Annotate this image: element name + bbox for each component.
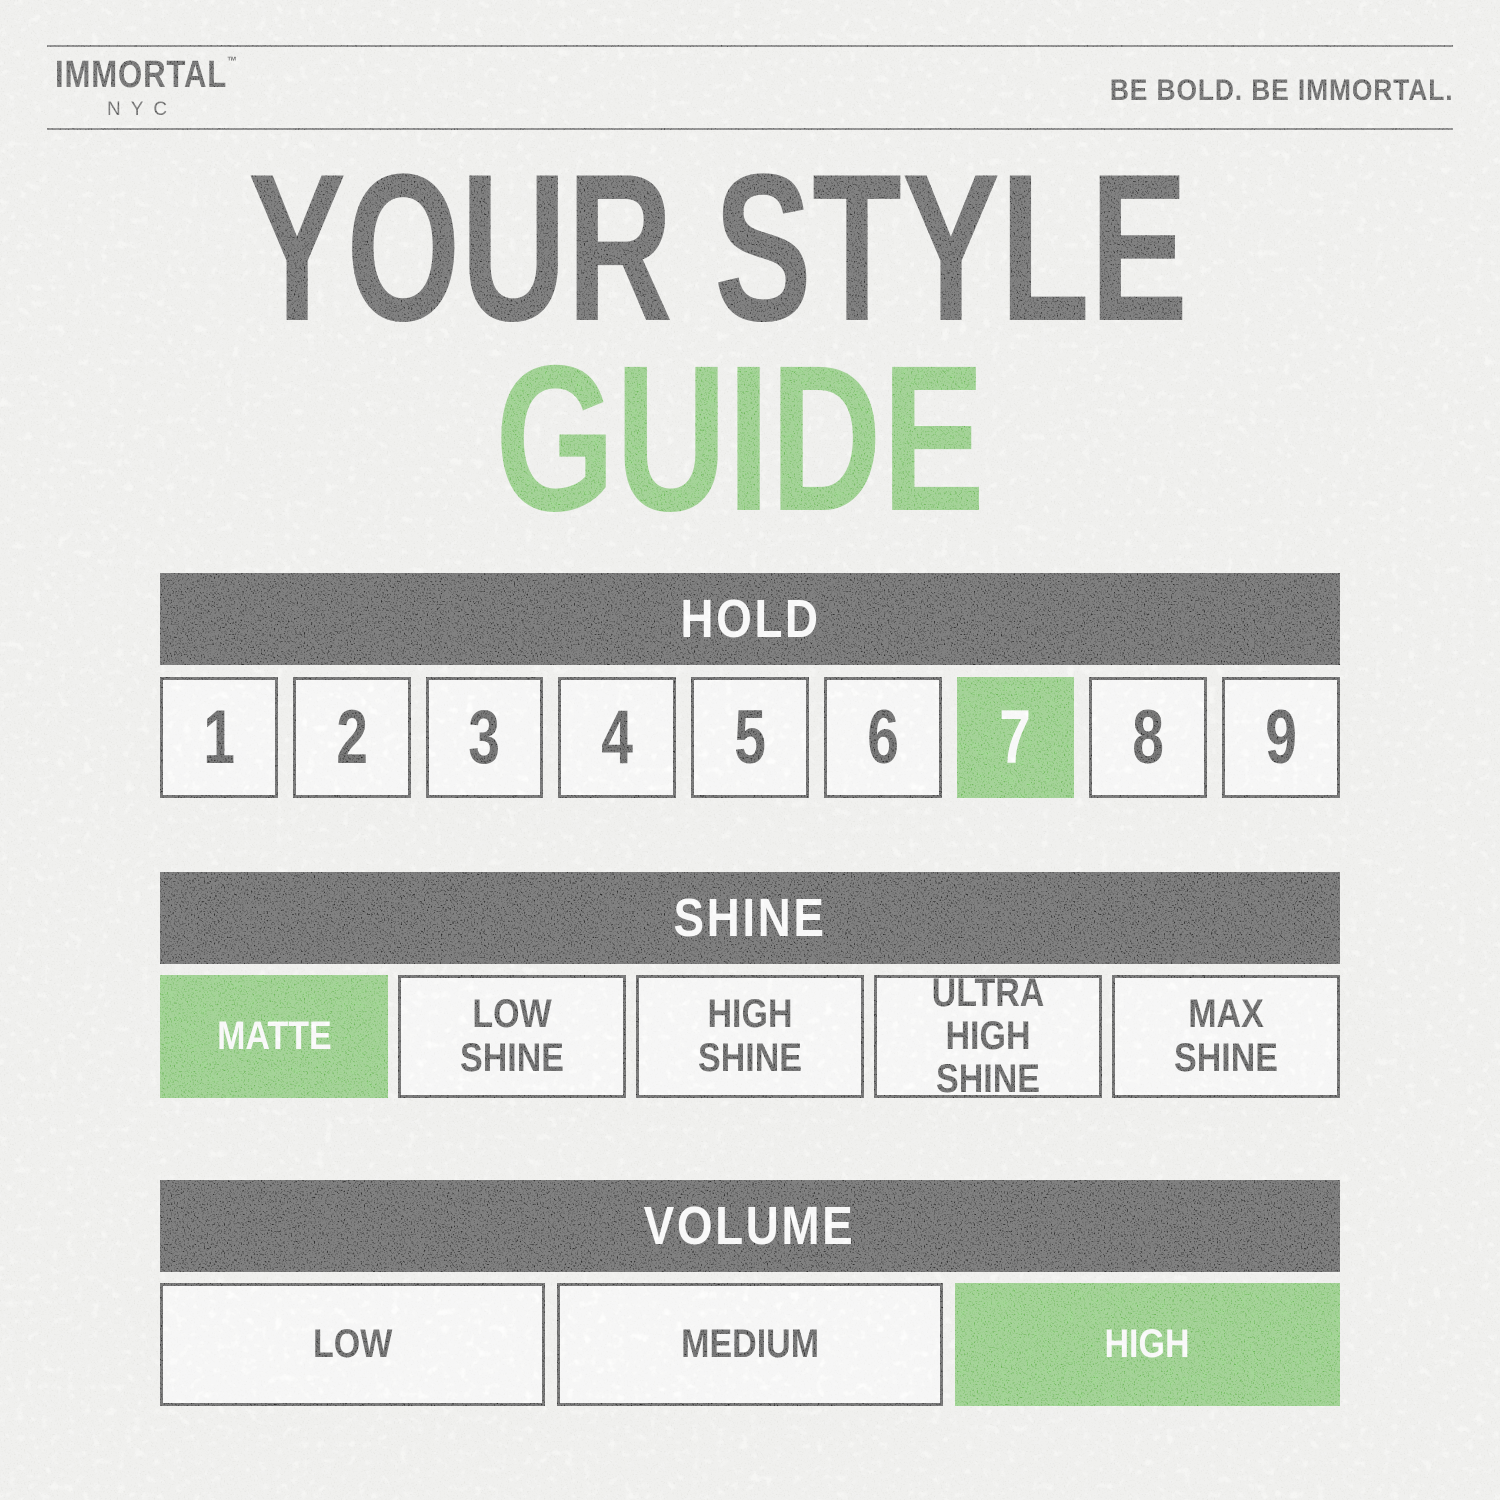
hold-level-5 [691,677,809,798]
hold-level-6-label: 6 [866,695,899,780]
brand-logo-wordmark [55,54,237,97]
volume-options-row [160,1283,1340,1406]
brand-logo-city: NYC [107,99,178,120]
shine-option-max-shine [1112,975,1340,1098]
shine-option-matte-selected [160,975,388,1098]
hold-level-9-label: 9 [1265,695,1297,780]
hold-level-3 [426,677,544,798]
hold-level-1-label: 1 [203,695,235,780]
hold-level-7-selected [957,677,1075,798]
volume-option-low-label: LOW [312,1321,393,1366]
hold-level-1 [160,677,278,798]
brand-logo-text: IMMORTAL [55,54,228,96]
shine-option-ultra-high-shine [874,970,1102,1102]
brand-tagline: BE BOLD. BE IMMORTAL. [1109,74,1453,107]
volume-option-high-selected [955,1283,1340,1406]
hold-level-4-label: 4 [601,695,634,780]
hold-section-label: HOLD [679,589,821,649]
hold-level-3-label: 3 [468,695,501,780]
headline-line2: GUIDE [495,323,985,550]
volume-option-high-label: HIGH [1104,1321,1190,1366]
hold-level-9 [1222,677,1340,798]
shine-option-high-shine-label: HIGH SHINE [698,992,802,1080]
header-top-rule [47,45,1453,47]
hold-level-5-label: 5 [734,695,766,780]
hold-level-2 [293,677,411,798]
shine-option-low-shine [398,975,626,1098]
headline [0,150,1500,550]
shine-option-high-shine [636,975,864,1098]
hold-level-8 [1089,677,1207,798]
hold-level-7-label: 7 [999,695,1032,780]
hold-scale-row [160,677,1340,798]
volume-section-header [160,1180,1340,1272]
shine-options-row [160,970,1340,1102]
shine-section-header [160,872,1340,964]
hold-level-6 [824,677,942,798]
shine-section-label: SHINE [673,888,827,948]
volume-option-low [160,1283,545,1406]
hold-level-8-label: 8 [1132,695,1165,780]
volume-option-medium [557,1283,942,1406]
volume-section-label: VOLUME [644,1196,856,1256]
shine-option-max-shine-label: MAX SHINE [1174,992,1278,1080]
volume-option-medium-label: MEDIUM [681,1321,819,1366]
trademark-symbol: ™ [227,54,237,68]
shine-option-ultra-high-shine-label: ULTRA HIGH SHINE [931,970,1045,1102]
headline-line1: YOUR STYLE [248,150,1188,365]
shine-option-low-shine-label: LOW SHINE [460,992,564,1080]
shine-option-matte-label: MATTE [216,1013,332,1058]
hold-level-4 [558,677,676,798]
header-bottom-rule [47,128,1453,130]
hold-section-header [160,573,1340,665]
brand-logo [55,54,277,121]
hold-level-2-label: 2 [335,695,368,780]
